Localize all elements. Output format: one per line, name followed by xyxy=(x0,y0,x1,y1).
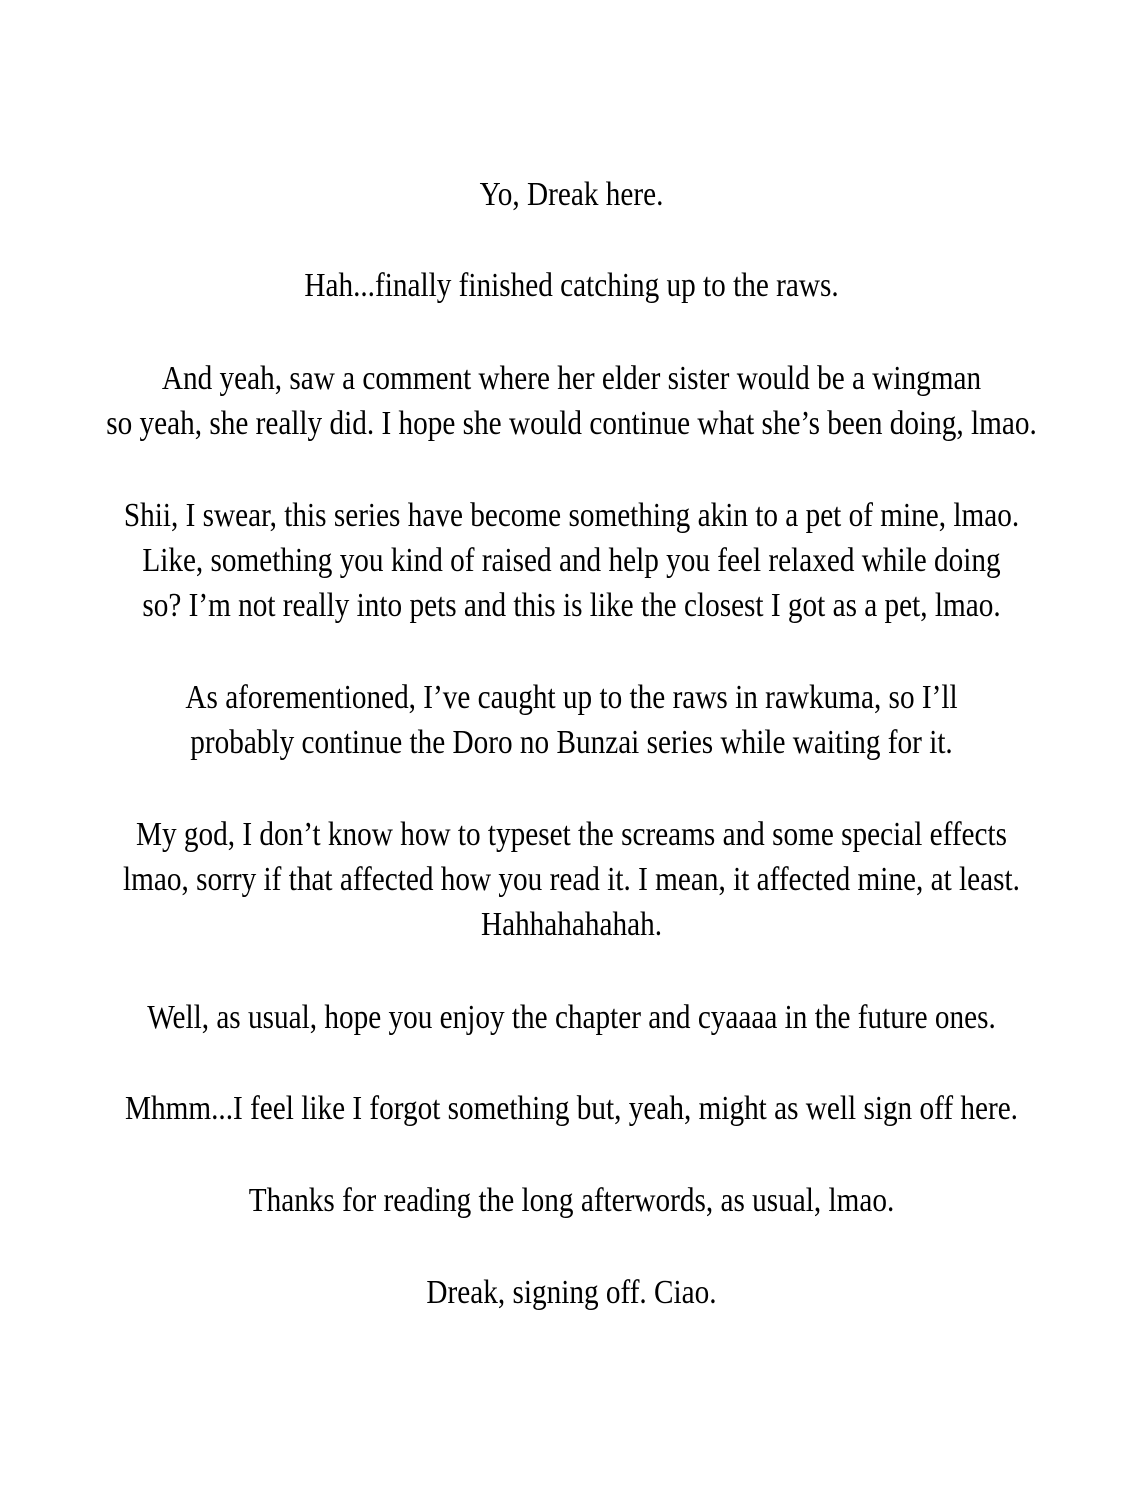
typeset-paragraph xyxy=(80,812,1063,947)
text-line: Yo, Dreak here. xyxy=(479,176,664,213)
text-line: Well, as usual, hope you enjoy the chapter and cyaaaa in the future ones. xyxy=(147,999,996,1036)
text-line: Mhmm...I feel like I forgot something but, yeah, might as well sign off here. xyxy=(124,1090,1019,1127)
text-line: As aforementioned, I’ve caught up to the raws in rawkuma, so I’ll xyxy=(185,679,958,716)
text-line: My god, I don’t know how to typeset the screams and some special effects xyxy=(135,816,1008,853)
text-line: Like, something you kind of raised and help you feel relaxed while doing xyxy=(142,542,1001,579)
thanks-paragraph xyxy=(80,1178,1063,1223)
enjoy-paragraph xyxy=(80,995,1063,1040)
text-line: Shii, I swear, this series have become something akin to a pet of mine, lmao. xyxy=(123,497,1020,534)
greeting-paragraph xyxy=(80,172,1063,217)
sign-off-paragraph xyxy=(80,1270,1063,1315)
text-line: Hah...finally finished catching up to the raws. xyxy=(304,267,839,304)
series-pet-paragraph xyxy=(80,493,1063,628)
text-line: so? I’m not really into pets and this is like the closest I got as a pet, lmao. xyxy=(142,587,1001,624)
text-line: Thanks for reading the long afterwords, as usual, lmao. xyxy=(248,1182,895,1219)
caught-up-paragraph xyxy=(80,263,1063,308)
text-line: so yeah, she really did. I hope she would continue what she’s been doing, lmao. xyxy=(106,405,1037,442)
raws-paragraph xyxy=(80,675,1063,765)
text-line: probably continue the Doro no Bunzai series while waiting for it. xyxy=(190,724,953,761)
forgot-paragraph xyxy=(80,1086,1063,1131)
sister-comment-paragraph xyxy=(80,356,1063,446)
text-line: Hahhahahahah. xyxy=(480,906,663,943)
text-line: Dreak, signing off. Ciao. xyxy=(426,1274,717,1311)
text-line: And yeah, saw a comment where her elder sister would be a wingman xyxy=(161,360,982,397)
text-line: lmao, sorry if that affected how you read it. I mean, it affected mine, at least. xyxy=(123,861,1020,898)
